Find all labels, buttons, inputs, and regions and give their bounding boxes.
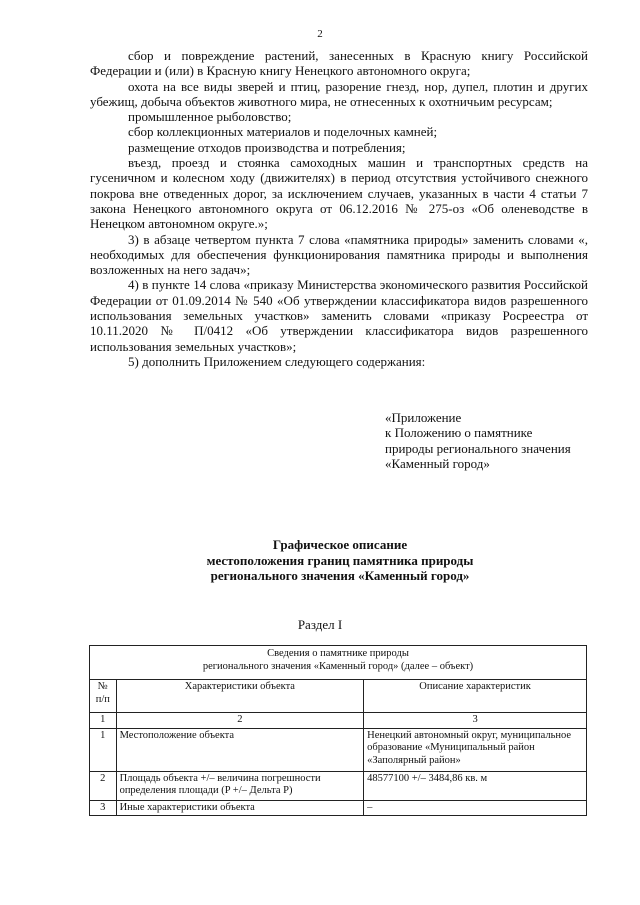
paragraph: 4) в пункте 14 слова «приказу Министерства экономического развития Российской Федерации от 01.09.2014 № 540 «Об утверждении классификатора видов разрешенного использования земельных участков» заменить словами «приказу Росреестра от 10.11.2020 № П/0412 «Об утверждении классификатора видов разрешенного использования земельных участков»; [90, 277, 588, 354]
row-number: 1 [90, 728, 117, 771]
column-number: 1 [90, 713, 117, 729]
table-row [90, 771, 587, 800]
row-characteristic: Местоположение объекта [116, 728, 364, 771]
row-characteristic: Иные характеристики объекта [116, 800, 364, 816]
row-description: 48577100 +/– 3484,86 кв. м [364, 771, 587, 800]
row-description: Ненецкий автономный округ, муниципальное образование «Муниципальный район «Заполярный район» [364, 728, 587, 771]
header-cell: Описание характеристик [364, 680, 587, 713]
table-caption-line: Сведения о памятнике природы [267, 648, 409, 659]
row-number: 3 [90, 800, 117, 816]
page-number: 2 [317, 28, 323, 40]
title-line: Графическое описание [272, 537, 408, 552]
table-row [90, 728, 587, 771]
paragraph: промышленное рыболовство; [128, 109, 292, 125]
column-number: 3 [364, 713, 587, 729]
title-line: регионального значения «Каменный город» [210, 568, 470, 583]
section-label: Раздел I [297, 617, 343, 632]
column-number-row [90, 713, 587, 729]
title-line: местоположения границ памятника природы [206, 552, 474, 568]
document-title [60, 537, 620, 584]
row-characteristic: Площадь объекта +/– величина погрешности определения площади (P +/– Дельта P) [116, 771, 364, 800]
paragraph: 5) дополнить Приложением следующего содержания: [128, 353, 426, 369]
table-caption-line: регионального значения «Каменный город» (далее – объект) [202, 660, 474, 672]
body-text [90, 48, 588, 369]
paragraph: 3) в абзаце четвертом пункта 7 слова «памятника природы» заменить словами «, необходимых для обеспечения функционирования памятника природы и выполнения возложенных на него задач»; [90, 231, 588, 278]
appendix-heading [385, 410, 615, 471]
appendix-line: «Приложение [385, 410, 462, 425]
table-row [90, 800, 587, 816]
table-header-row [90, 680, 587, 713]
appendix-line: природы регионального значения [385, 440, 571, 456]
paragraph: въезд, проезд и стоянка самоходных машин и транспортных средств на гусеничном и колесном ходу (движителях) в период отсутствия устойчивого снежного покрова вне отведенных дорог, за исключением случаев, указанных в части 4 статьи 7 закона Ненецкого автономного округа от 06.12.2016 № 275-оз «Об оленеводстве в Ненецком автономном округе.»; [90, 155, 588, 232]
paragraph: сбор коллекционных материалов и поделочных камней; [128, 124, 438, 140]
appendix-line: к Положению о памятнике [385, 425, 533, 441]
column-number: 2 [116, 713, 364, 729]
paragraph: размещение отходов производства и потребления; [128, 139, 406, 155]
appendix-line: «Каменный город» [385, 455, 490, 471]
row-description: – [364, 800, 587, 816]
table-caption-row [90, 646, 587, 680]
paragraph: охота на все виды зверей и птиц, разорение гнезд, нор, дупел, плотин и других убежищ, добыча объектов животного мира, не отнесенных к охотничьим ресурсам; [90, 78, 588, 109]
header-cell: Характеристики объекта [116, 680, 364, 713]
paragraph: сбор и повреждение растений, занесенных в Красную книгу Российской Федерации и (или) в Красную книгу Ненецкого автономного округа; [90, 48, 588, 79]
header-cell: № п/п [90, 680, 117, 713]
row-number: 2 [90, 771, 117, 800]
table-caption [90, 646, 587, 680]
object-info-table [89, 645, 587, 816]
